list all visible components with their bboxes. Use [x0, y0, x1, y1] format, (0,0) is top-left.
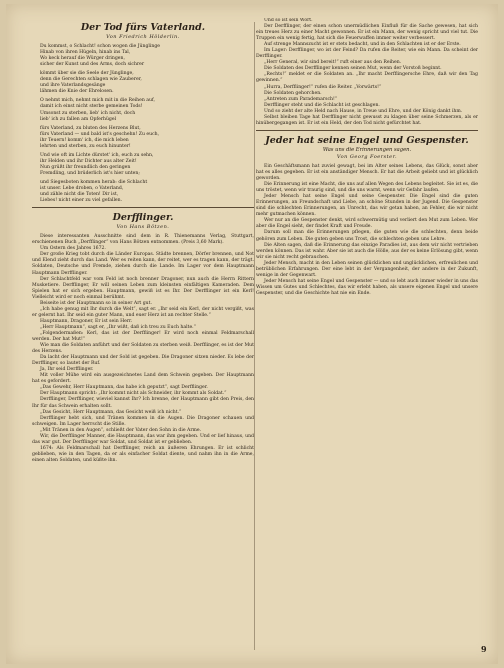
paragraph: „Hurra, Derfflinger!“ rufen die Reiter. „Vorwärts!“: [264, 84, 382, 90]
paragraph: Jeder Mensch hat seine Engel und seine Gespenster. Die Engel sind die guten Erinnerungen, an Freundschaft und Liebe, an schöne Stunden in der Jugend. Die Gespenster sind die schlechten Erinnerungen, an Unrecht, das wir getan haben, an Fehler, die wir nicht mehr gutmachen können.: [256, 194, 478, 218]
paragraph: „Antreten zum Parademarsch!“: [264, 96, 338, 102]
paragraph: Mit voller Mühe wird ein ausgezeichnetes Land dem Schwein gegeben. Der Hauptmann hat es gefordert.: [32, 373, 254, 385]
article-subtitle: Was uns die Erinnerungen sagen.: [322, 146, 412, 153]
paragraph: 1674: Als Feldmarschall hat Derfflinger, reich an äußeren Ehrungen. Er ist schlicht geblieben, wie in den Tagen, da er als einfacher Soldat diente, und nahm ihn in die Arme, einen alten Soldaten, und küßte ihn.: [32, 445, 254, 463]
paragraph: Da lacht der Hauptmann und der Sold ist gegeben. Die Dragoner sitzen nieder. Es lebe der Derfflinger, so lautet der Ruf.: [32, 355, 254, 367]
paragraph: Derfflinger hebt sich, und Tränen kommen in die Augen. Die Dragoner schauen und schweigen. Im Lager herrscht die Stille.: [32, 415, 254, 427]
paragraph: Der Schlachtfeld war vom Feld ist noch brenner Dragoner, nun auch die Herrn Rittern Musketiere. Derfflinger, Er will seinen Leben zum kleinsten einfältigen Kameraden. Dem Spielen hat er sich ergeben. Hauptmann, gewiß ist es Ihr. Der Derfflinger ist ein Kerl! Vielleicht wird er noch einmal berühmt.: [32, 276, 254, 300]
paragraph: „Herr General, wir sind bereit!“ ruft einer aus den Reihen.: [264, 60, 402, 66]
paragraph: Die Soldaten des Derfflinger kennen seinen Mut, wenn der Vorstoß beginnt.: [264, 66, 442, 72]
paragraph: „Rechts!“ meldet er die Soldaten an. „Ihr macht Derfflingersche Ehre, daß wir den Tag gewinnen.“: [256, 72, 478, 84]
poem-line: lieb' ich zu fallen am Opferhügel: [40, 116, 117, 122]
paragraph: Jeder Mensch hat seine Engel und Gespenster — und so lebt auch immer wieder in uns das Wissen um Gutes und Schlechtes, das wir erlebt haben, als unsere eigenen Engel und unsere Gespenster, und die Geschichte hat nie ein Ende.: [256, 278, 478, 296]
paragraph: Wie man die Soldaten anführt und der Soldaten zu sterben weiß. Derfflinger, es ist der Mut des Herzens.: [32, 343, 254, 355]
section-divider: [32, 207, 254, 208]
paragraph: Jeder Mensch, macht in den Leben seinen glücklichen und unglücklichen, erfreulichen und betrüblichen Erfahrungen. Der eine lebt in der Vergangenheit, der andere in der Zukunft, wenige in der Gegenwart.: [256, 260, 478, 278]
paragraph: Derfflinger, Derfflinger, wieviel kannst Ihr? Ich brenne, der Hauptmann gibt den Preis, den Ihr für das Schwein erhalten sollt.: [32, 397, 254, 409]
poem-line: sicher der Kunst und des Arms, doch sichrer: [40, 62, 145, 68]
paragraph: Im Lager: Derfflinger, wo ist der Feind? Da rufen die Reiter, wie ein Mann. Da scheint der Derfflinger.: [256, 48, 478, 60]
poem-line: O nehmt mich, nehmt mich mit in die Reihen auf,: [40, 98, 155, 104]
poem-line: und Siegesboten kommen herab: die Schlacht: [40, 179, 148, 185]
poem-line: Fremdling, und brüderlich ist's hier unten;: [40, 170, 140, 176]
left-column: [32, 22, 254, 654]
paragraph: Ein Geschäftsmann hat zuviel gewagt, bei im Alter seines Lebens, das Glück, sonst aber hat es alles gegeben. Er ist ein anständiger Mensch. Er hat die Arbeit geliebt und ist glücklich geworden.: [256, 163, 478, 182]
story-author: Von Hans Bötzen.: [116, 224, 170, 231]
paragraph: „Folgendermaßen: Kerl, das ist der Derfflinger! Er wird noch einmal Feldmarschall werden. Der hat Mut!“: [32, 330, 254, 343]
poem-line: lehrten und sterben, zu euch hinunter!: [40, 143, 131, 149]
paragraph: Hauptmann, Dragoner, Er ist sein Herr.: [40, 318, 133, 324]
paragraph: Wer nur an die Gespenster denkt, wird schwermütig und verliert den Mut zum Leben. Wer aber die Engel sieht, der findet Kraft und Freude.: [256, 218, 478, 230]
paragraph: Diese interessanten Ausschnitte sind dem in R. Thienemanns Verlag, Stuttgart, erschienenen Buch „Derfflinger“ von Hans Bötzen entnommen. (Preis 3,60 Mark).: [32, 234, 254, 246]
article-title: Jeder hat seine Engel und Gespenster.: [265, 134, 469, 146]
story-continuation: [256, 18, 478, 127]
paragraph: Die Soldaten gehorchen.: [264, 90, 322, 96]
poem-line: und ihre Vaterlandsgesänge: [40, 83, 106, 89]
paragraph: Und so ist sein Wort.: [264, 18, 313, 23]
poem-line: Du kommst, o Schlacht! schon wogen die Jünglinge: [40, 44, 160, 50]
poem-line: und zähle nicht die Toten! Dir ist,: [40, 192, 119, 198]
paragraph: „Ich habe genug mit Ihr durch die Welt“, sagt er. „Ihr seid ein Kerl, der nicht vergißt, was er gelernt hat. Ihr seid ein guter Mann, und euer Herz ist an rechter Stelle.“: [32, 306, 254, 318]
poem-stanza: [40, 153, 254, 177]
poem-line: Liebes! nicht einer zu viel gefallen.: [40, 198, 123, 204]
story-body: [32, 234, 254, 464]
paragraph: Ja, Ihr seid Derfflinger.: [40, 367, 94, 373]
poem-stanza: [40, 98, 254, 122]
section-divider: [256, 130, 478, 131]
page-number: 9: [481, 644, 487, 654]
poem-stanza: [40, 44, 254, 68]
poem-line: Und wie oft im Lichte dürstet' ich, euch zu sehn,: [40, 152, 154, 158]
poem-line: Hinab von ihren Hügeln, hinab ins Tal,: [40, 50, 131, 56]
poem-title: Der Tod fürs Vaterland.: [80, 22, 206, 33]
paragraph: Beiseite ist der Hauptmann so in seiner Art gut.: [40, 300, 152, 306]
paragraph: „Herr Hauptmann“, sagt er, „Ihr wißt, daß ich treu zu Euch halte.“: [40, 324, 196, 330]
poem-line: kömmt über sie die Seele der Jünglinge,: [40, 71, 134, 77]
paragraph: „Das Gewehr, Herr Hauptmann, das habe ich geputzt“, sagt Derfflinger.: [40, 385, 208, 391]
story-title: Derfflinger.: [112, 212, 174, 224]
poem-line: Wo keck herauf die Würger dringen,: [40, 56, 125, 62]
paragraph: Der große Krieg tobt durch die Länder Europas. Städte brennen, Dörfer brennen, und Not und Elend zieht durch das Land. Wer es reiten kann, der reitet, wer es tragen kann, der trägt. Soldaten, Deutsche und Fremde, ziehen durch die Lande. Im Lager vor dem Hauptmann Hauptmann Derfflinger.: [32, 252, 254, 276]
poem-line: Umsonst zu sterben, lieb' ich nicht, doch: [40, 110, 136, 116]
paragraph: Wir, die Derfflinger Manner, die Hauptmann, das war ihm gegeben. Und er lief hinaus, und das war gut. Der Derfflinger war Soldat, und Soldat ist er geblieben.: [32, 433, 254, 445]
poem-stanza: [40, 71, 254, 95]
article-author: Von Georg Foerster.: [336, 153, 398, 160]
magazine-page: [6, 4, 498, 664]
poem-author: Von Friedrich Hölderlin.: [106, 34, 180, 40]
poem-line: denn die Gerechten schlagen wie Zauberer,: [40, 77, 142, 83]
poem-line: ihr Helden und ihr Dichter aus alter Zeit!: [40, 158, 137, 164]
paragraph: „Das Gesicht, Herr Hauptmann, das Gesicht weiß ich nicht.“: [40, 409, 182, 415]
paragraph: Die Erinnerung ist eine Macht, die uns auf allen Wegen des Lebens begleitet. Sie ist es, die uns tröstet, wenn wir traurig sind, und die uns warnt, wenn wir Gefahr laufen.: [256, 182, 478, 194]
right-column: [256, 18, 478, 654]
article-body: [256, 164, 478, 297]
paragraph: Und so zieht der alte Held nach Hause, in Treue und Ehre, und der König dankt ihm.: [264, 108, 463, 114]
poem-line: ist unser. Lebe droben, o Vaterland,: [40, 186, 124, 192]
poem-line: Nun grüßt ihr freundlich den geringen: [40, 164, 131, 170]
poem-line: damit ich einst nicht sterbe gemeinen Tods!: [40, 104, 143, 110]
poem-stanza: [40, 180, 254, 204]
paragraph: „Mit Tränen in den Augen“, schließt der Vater den Sohn in die Arme.: [40, 427, 202, 433]
paragraph: Selbst bleiben Tage hat Derfflinger nicht gewusst zu klagen über seine Schmerzen, als er hinübergegangen ist. Er ist ein Held, der den Tod nicht gefürchtet hat.: [256, 114, 478, 126]
paragraph: Derfflinger steht und die Schlacht ist geschlagen.: [264, 102, 380, 108]
poem-line: lähmen die Knie der Ehrelosen.: [40, 89, 114, 95]
paragraph: Auf strenge Mannszucht ist er stets bedacht, und in den Schlachten ist er der Erste.: [264, 42, 461, 48]
poem-stanzas: [32, 44, 254, 204]
paragraph: Die Alten sagen, daß die Erinnerung das einzige Paradies ist, aus dem wir nicht vertrieben werden können. Das ist wahr. Aber sie ist auch die Hölle, aus der es keine Erlösung gibt, wenn wir sie nicht recht gebrauchen.: [256, 242, 478, 260]
poem-stanza: [40, 126, 254, 150]
paragraph: Der Hauptmann spricht: „Ihr kommt nicht als Schneider, ihr kommt als Soldat.“: [40, 391, 227, 397]
poem-line: fürs Vaterland — und bald ist's geschehn! Zu euch,: [40, 131, 160, 137]
poem-line: fürs Vaterland, zu bluten des Herzens Blut,: [40, 125, 141, 131]
paragraph: Darum soll man die Erinnerungen pflegen, die guten wie die schlechten, denn beide gehören zum Leben. Die guten geben uns Trost, die schlechten geben uns Lehre.: [256, 230, 478, 242]
paragraph: Der Derfflinger, der einen schon unermüdlichen Einfluß für die Sache gewesen, hat sich ein treues Herz zu einer Macht gewonnen. Er ist ein Mann, der wenig spricht und viel tut. Die Truppen ein wenig fertig, hat sich die Feuerwaffen immer weiter verbessert.: [256, 24, 478, 42]
paragraph: Um Ostern des Jahres 1672.: [40, 246, 106, 252]
column-divider: [254, 22, 255, 650]
poem-line: ihr Teuern! komm' ich, die mich leben: [40, 137, 129, 143]
